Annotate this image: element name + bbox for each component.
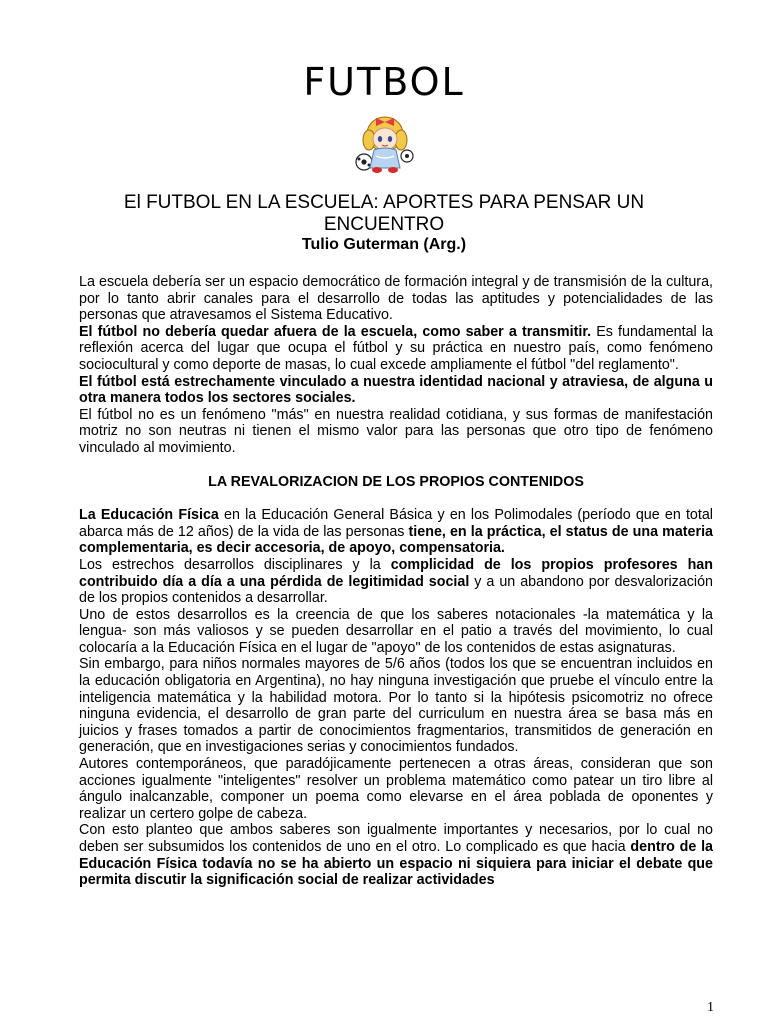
document-body — [79, 274, 713, 889]
paragraph-10 — [79, 822, 713, 888]
paragraph-5-text: en la Educación General Básica y en los Polimodales (período que en total abarca más de 12 años) de la vida de las personas — [79, 507, 713, 540]
paragraph-6-start: Los estrechos desarrollos disciplinares y la — [79, 556, 391, 573]
document-subtitle: El FUTBOL EN LA ESCUELA: APORTES PARA PENSAR UN ENCUENTRO — [123, 192, 645, 235]
paragraph-7: Uno de estos desarrollos es la creencia de que los saberes notacionales -la matemática y la lengua- son más valiosos y se pueden desarrollar en el patio a través del movimiento, lo cual colocaría a la Educación Física en el lugar de "apoyo" de los contenidos de estas asignaturas. — [79, 606, 713, 656]
document-author: Tulio Guterman (Arg.) — [301, 236, 467, 253]
paragraph-5 — [79, 507, 713, 557]
paragraph-6-end: y a un abandono por desvalorización de los propios contenidos a desarrollar. — [79, 573, 713, 607]
paragraph-3 — [79, 374, 713, 407]
page-number: 1 — [707, 1000, 714, 1015]
paragraph-8: Sin embargo, para niños normales mayores de 5/6 años (todos los que se encuentran incluidos en la educación obligatoria en Argentina), no hay ninguna investigación que pruebe el vínculo entre la inteligencia matemática y la habilidad motora. Por lo tanto si la hipótesis psicomotriz no ofrece ninguna evidencia, el desarrollo de gran parte del curriculum en nuestra área se basa más en juicios y frases tomados a partir de conocimientos fragmentarios, transmitidos de generación en generación, que en investigaciones serias y conocimientos fundados. — [79, 656, 713, 756]
paragraph-5-bold-2: tiene, en la práctica, el status de una materia complementaria, es decir accesoria, de apoyo, compensatoria. — [79, 523, 713, 557]
paragraph-3-bold: El fútbol está estrechamente vinculado a nuestra identidad nacional y atraviesa, de alguna u otra manera todos los sectores sociales. — [79, 373, 713, 407]
document-title: FUTBOL — [303, 60, 465, 104]
paragraph-10-start: Con esto planteo que ambos saberes son igualmente importantes y necesarios, por lo cual no deben ser subsumidos los contenidos de uno en el otro. Lo complicado es que hacia — [79, 822, 713, 855]
paragraph-6 — [79, 557, 713, 607]
mascot-illustration — [352, 112, 418, 174]
paragraph-10-bold: dentro de la Educación Física todavía no se ha abierto un espacio ni siquiera para iniciar el debate que permita discutir la significación social de realizar actividades — [79, 839, 713, 889]
paragraph-6-bold: complicidad de los propios profesores han contribuido día a día a una pérdida de legitimidad social — [79, 556, 713, 590]
section-heading: LA REVALORIZACION DE LOS PROPIOS CONTENIDOS — [208, 473, 584, 490]
paragraph-4: El fútbol no es un fenómeno "más" en nuestra realidad cotidiana, y sus formas de manifestación motriz no son neutras ni tienen el mismo valor para las personas que otro tipo de fenómeno vinculado al movimiento. — [79, 406, 713, 456]
paragraph-2 — [79, 324, 713, 374]
paragraph-2-bold: El fútbol no debería quedar afuera de la escuela, como saber a transmitir. — [79, 323, 592, 340]
paragraph-5-bold-1: La Educación Física — [79, 507, 219, 524]
paragraph-9: Autores contemporáneos, que paradójicamente pertenecen a otras áreas, consideran que son acciones igualmente "inteligentes" resolver un problema matemático como patear un tiro libre al ángulo inalcanzable, componer un poema como elevarse en el área poblada de oponentes y realizar un certero golpe de cabeza. — [79, 756, 713, 822]
paragraph-1: La escuela debería ser un espacio democrático de formación integral y de transmisión de la cultura, por lo tanto abrir canales para el desarrollo de todas las aptitudes y potencialidades de las personas que atravesamos el Sistema Educativo. — [79, 274, 713, 324]
paragraph-2-text: Es fundamental la reflexión acerca del lugar que ocupa el fútbol y su práctica en nuestro país, como fenómeno sociocultural y como deporte de masas, lo cual excede ampliamente el fútbol "del reglamento". — [79, 323, 713, 373]
